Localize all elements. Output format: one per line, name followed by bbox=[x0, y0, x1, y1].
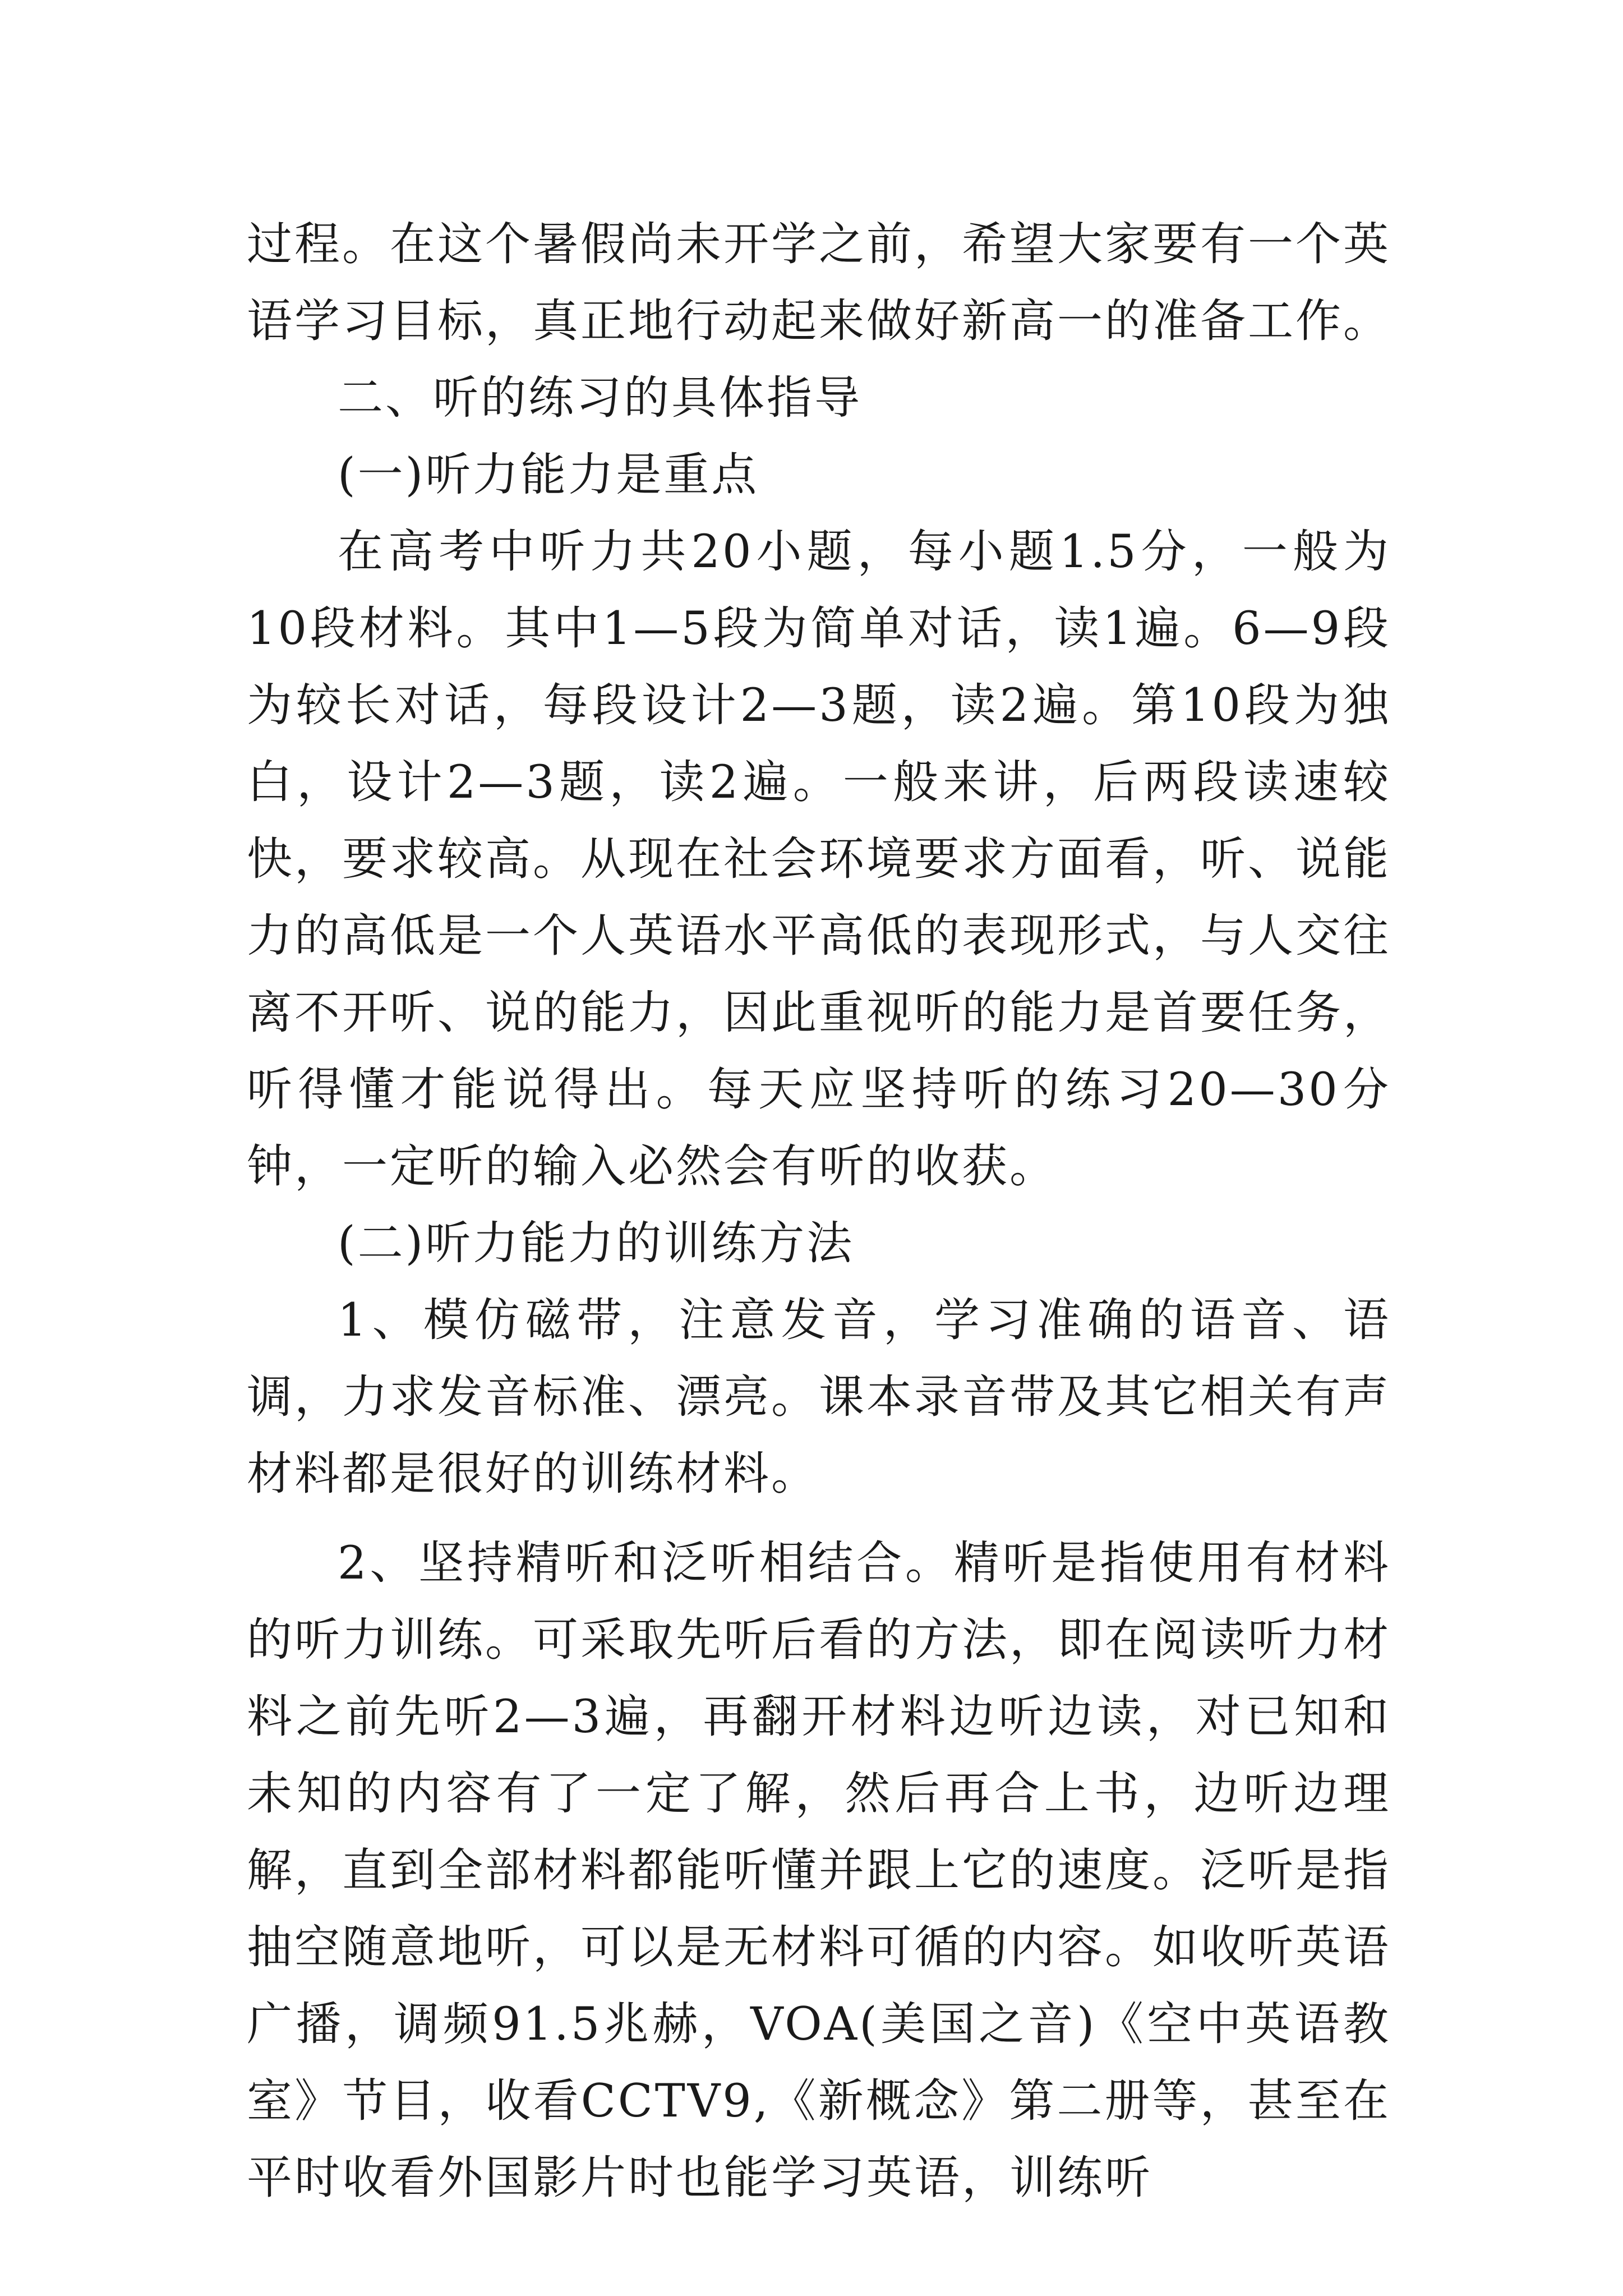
document-body bbox=[247, 206, 1391, 2217]
paragraph-method-2: 2、坚持精听和泛听相结合。精听是指使用有材料的听力训练。可采取先听后看的方法，即在阅读听力材料之前先听2—3遍，再翻开材料边听边读，对已知和未知的内容有了一定了解，然后再合上书，边听边理解，直到全部材料都能听懂并跟上它的速度。泛听是指抽空随意地听，可以是无材料可循的内容。如收听英语广播，调频91.5兆赫，VOA(美国之音)《空中英语教室》节目，收看CCTV9,《新概念》第二册等，甚至在平时收看外国影片时也能学习英语，训练听 bbox=[247, 1537, 1391, 2205]
section-heading-listening-guidance: 二、听的练习的具体指导 bbox=[338, 372, 863, 425]
paragraph-method-1: 1、模仿磁带，注意发音，学习准确的语音、语调，力求发音标准、漂亮。课本录音带及其它相关有声材料都是很好的训练材料。 bbox=[247, 1294, 1391, 1501]
subsection-heading-listening-focus: (一)听力能力是重点 bbox=[338, 449, 759, 501]
subsection-heading-training-methods: (二)听力能力的训练方法 bbox=[338, 1217, 855, 1270]
paragraph-exam-listening: 在高考中听力共20小题，每小题1.5分，一般为10段材料。其中1—5段为简单对话，读1遍。6—9段为较长对话，每段设计2—3题，读2遍。第10段为独白，设计2—3题，读2遍。一般来讲，后两段读速较快，要求较高。从现在社会环境要求方面看，听、说能力的高低是一个人英语水平高低的表现形式，与人交往离不开听、说的能力，因此重视听的能力是首要任务，听得懂才能说得出。每天应坚持听的练习20—30分钟，一定听的输入必然会有听的收获。 bbox=[247, 526, 1391, 1193]
paragraph-continuation: 过程。在这个暑假尚未开学之前，希望大家要有一个英语学习目标，真正地行动起来做好新高一的准备工作。 bbox=[247, 218, 1391, 348]
